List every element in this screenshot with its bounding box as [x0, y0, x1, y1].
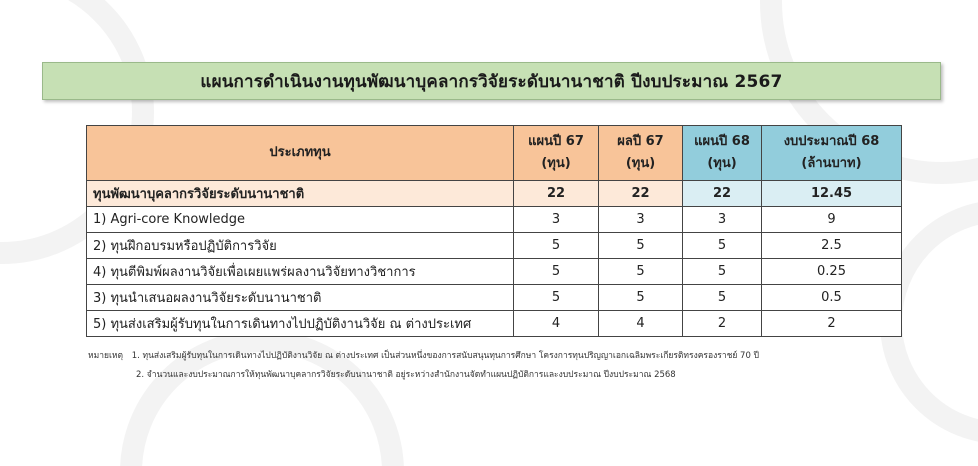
row-budget68: 2.5 [762, 233, 902, 259]
row-plan67: 5 [514, 233, 599, 259]
row-plan68: 5 [683, 285, 762, 311]
total-budget68: 12.45 [762, 181, 902, 207]
header-plan68-line2: (ทุน) [707, 156, 737, 171]
title-banner [42, 62, 941, 100]
header-type [87, 126, 514, 181]
table-header-row [87, 126, 902, 181]
row-budget68: 2 [762, 311, 902, 337]
row-plan67: 5 [514, 285, 599, 311]
table-row [87, 285, 902, 311]
table-row [87, 233, 902, 259]
header-budget68 [762, 126, 902, 181]
row-result67: 5 [599, 285, 683, 311]
row-result67: 5 [599, 233, 683, 259]
table-total-row [87, 181, 902, 207]
page-title: แผนการดำเนินงานทุนพัฒนาบุคลากรวิจัยระดับนานาชาติ ปีงบประมาณ 2567 [200, 71, 783, 92]
header-result67-line2: (ทุน) [625, 156, 656, 171]
header-result67 [599, 126, 683, 181]
header-plan68 [683, 126, 762, 181]
total-plan67: 22 [514, 181, 599, 207]
header-plan67-line2: (ทุน) [541, 156, 571, 171]
total-plan68: 22 [683, 181, 762, 207]
row-label: 5) ทุนส่งเสริมผู้รับทุนในการเดินทางไปปฏิบัติงานวิจัย ณ ต่างประเทศ [87, 311, 514, 337]
budget-table [86, 125, 902, 337]
table-row [87, 259, 902, 285]
row-budget68: 9 [762, 207, 902, 233]
total-result67: 22 [599, 181, 683, 207]
row-label: 3) ทุนนำเสนอผลงานวิจัยระดับนานาชาติ [87, 285, 514, 311]
row-plan68: 3 [683, 207, 762, 233]
row-plan67: 3 [514, 207, 599, 233]
row-result67: 5 [599, 259, 683, 285]
row-plan68: 5 [683, 233, 762, 259]
row-label: 2) ทุนฝึกอบรมหรือปฏิบัติการวิจัย [87, 233, 514, 259]
row-label: 4) ทุนตีพิมพ์ผลงานวิจัยเพื่อเผยแพร่ผลงานวิจัยทางวิชาการ [87, 259, 514, 285]
table-row [87, 207, 902, 233]
total-label: ทุนพัฒนาบุคลากรวิจัยระดับนานาชาติ [87, 181, 514, 207]
row-plan68: 2 [683, 311, 762, 337]
row-result67: 4 [599, 311, 683, 337]
row-plan68: 5 [683, 259, 762, 285]
row-plan67: 4 [514, 311, 599, 337]
header-plan68-line1: แผนปี 68 [694, 134, 750, 149]
footnote-2 [88, 366, 759, 385]
row-label: 1) Agri-core Knowledge [87, 207, 514, 233]
header-result67-line1: ผลปี 67 [617, 134, 664, 149]
header-budget68-line2: (ล้านบาท) [801, 156, 862, 171]
footnote-1-text: 1. ทุนส่งเสริมผู้รับทุนในการเดินทางไปปฏิบัติงานวิจัย ณ ต่างประเทศ เป็นส่วนหนึ่งของการสนับสนุนทุนการศึกษา โครงการทุนปริญญาเอกเฉลิมพระเกียรติทรงครองราชย์ 70 ปี [131, 351, 759, 361]
row-budget68: 0.25 [762, 259, 902, 285]
footnote-2-text: 2. จำนวนและงบประมาณการให้ทุนพัฒนาบุคลากรวิจัยระดับนานาชาติ อยู่ระหว่างสำนักงานจัดทำแผนปฏิบัติการและงบประมาณ ปีงบประมาณ 2568 [136, 370, 676, 380]
row-budget68: 0.5 [762, 285, 902, 311]
footnote-label: หมายเหตุ [88, 351, 123, 361]
table-row [87, 311, 902, 337]
header-type-label: ประเภททุน [269, 145, 331, 160]
row-result67: 3 [599, 207, 683, 233]
header-plan67-line1: แผนปี 67 [528, 134, 584, 149]
header-plan67 [514, 126, 599, 181]
header-budget68-line1: งบประมาณปี 68 [783, 134, 880, 149]
row-plan67: 5 [514, 259, 599, 285]
footnotes [88, 347, 759, 385]
footnote-1 [88, 347, 759, 366]
